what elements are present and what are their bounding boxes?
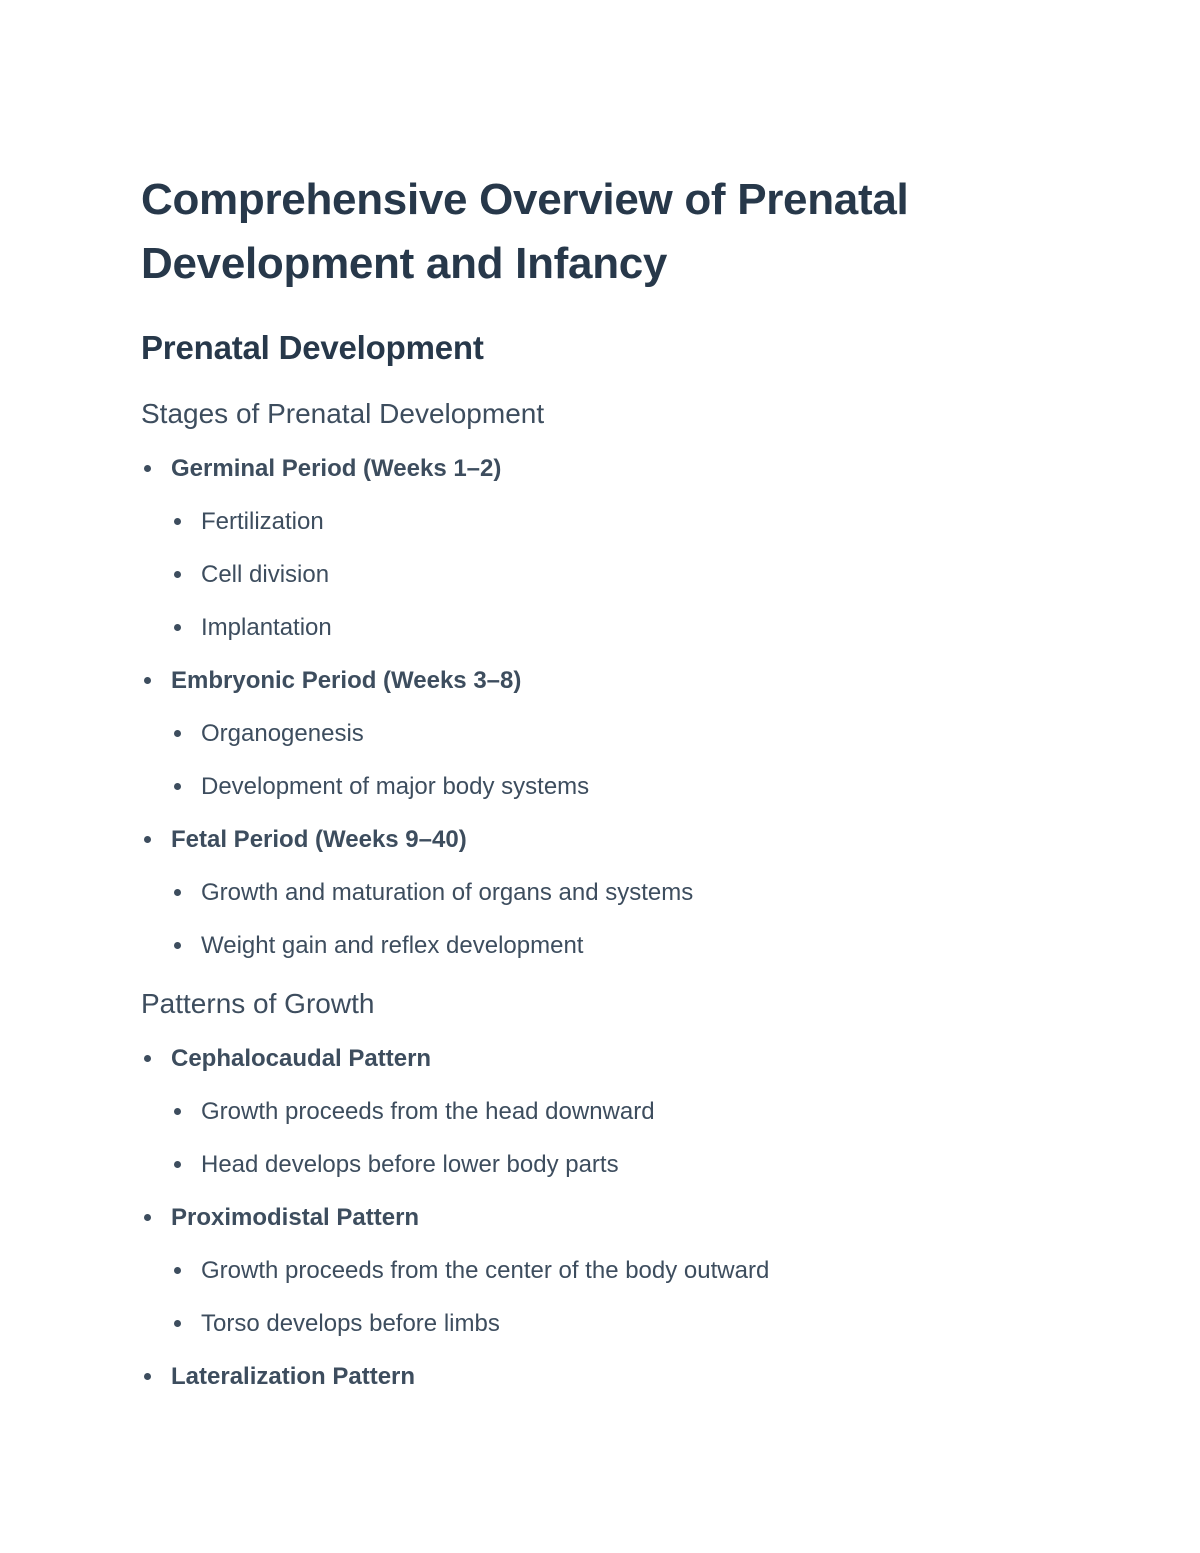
document-title: Comprehensive Overview of Prenatal Development and Infancy xyxy=(141,175,909,288)
stages-list xyxy=(141,442,1041,972)
sublist-item: Cell division xyxy=(171,548,1041,601)
sublist-item: Growth proceeds from the center of the body outward xyxy=(171,1244,1041,1297)
sublist-item: Development of major body systems xyxy=(171,760,1041,813)
list-item-label: Cephalocaudal Pattern xyxy=(171,1045,432,1072)
sublist-item: Weight gain and reflex development xyxy=(171,919,1041,972)
sublist-item: Implantation xyxy=(171,601,1041,654)
sublist-item: Organogenesis xyxy=(171,707,1041,760)
list-item-lateralization xyxy=(141,1350,1041,1403)
section-heading-prenatal-development: Prenatal Development xyxy=(141,329,484,366)
sublist-item: Head develops before lower body parts xyxy=(171,1138,1041,1191)
patterns-list xyxy=(141,1032,1041,1403)
list-item-label: Proximodistal Pattern xyxy=(171,1204,420,1231)
list-item-germinal-period xyxy=(141,442,1041,654)
list-item-cephalocaudal xyxy=(141,1032,1041,1191)
list-item-label: Lateralization Pattern xyxy=(171,1363,416,1390)
subsection-heading-patterns-of-growth: Patterns of Growth xyxy=(141,988,375,1019)
sublist xyxy=(171,1244,1041,1350)
sublist-item: Growth and maturation of organs and systems xyxy=(171,866,1041,919)
list-item-fetal-period xyxy=(141,813,1041,972)
sublist xyxy=(171,707,1041,813)
sublist xyxy=(171,866,1041,972)
sublist xyxy=(171,1085,1041,1191)
list-item-embryonic-period xyxy=(141,654,1041,813)
subsection-heading-stages: Stages of Prenatal Development xyxy=(141,398,545,429)
document-page xyxy=(141,168,1041,1403)
list-item-label: Germinal Period (Weeks 1–2) xyxy=(171,455,502,482)
sublist-item: Torso develops before limbs xyxy=(171,1297,1041,1350)
sublist-item: Growth proceeds from the head downward xyxy=(171,1085,1041,1138)
sublist-item: Fertilization xyxy=(171,495,1041,548)
sublist xyxy=(171,495,1041,654)
list-item-proximodistal xyxy=(141,1191,1041,1350)
list-item-label: Embryonic Period (Weeks 3–8) xyxy=(171,667,522,694)
list-item-label: Fetal Period (Weeks 9–40) xyxy=(171,826,467,853)
